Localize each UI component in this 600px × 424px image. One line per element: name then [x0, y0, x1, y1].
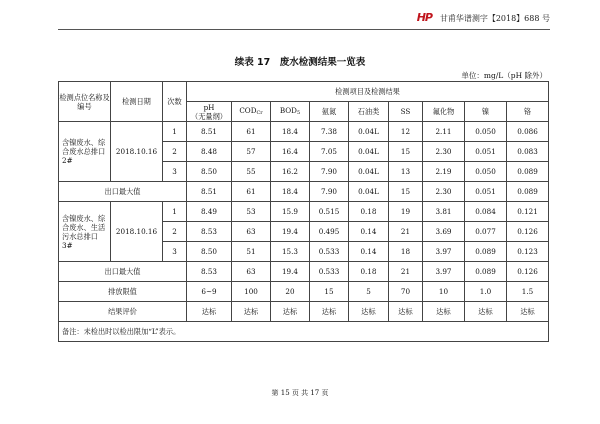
times-cell: 2 [163, 142, 187, 162]
value-cell: 0.089 [507, 162, 549, 182]
value-cell: 19 [389, 202, 423, 222]
value-cell: 0.089 [465, 242, 507, 262]
value-cell: 8.50 [187, 242, 232, 262]
value-cell: 0.086 [507, 122, 549, 142]
eval-row-value: 达标 [465, 302, 507, 322]
value-cell: 0.084 [465, 202, 507, 222]
limit-row-value: 15 [310, 282, 349, 302]
max-value-cell: 61 [232, 182, 271, 202]
value-cell: 2.30 [423, 142, 465, 162]
header-cod: $COD_{Cr}$ [232, 102, 271, 122]
value-cell: 21 [389, 222, 423, 242]
value-cell: 0.515 [310, 202, 349, 222]
wastewater-results-table [58, 81, 549, 342]
max-value-cell: 3.97 [423, 262, 465, 282]
table-row [59, 122, 549, 142]
eval-row-value: 达标 [507, 302, 549, 322]
max-value-cell: 21 [389, 262, 423, 282]
max-value-cell: 18.4 [271, 182, 310, 202]
header-oil: 石油类 [349, 102, 389, 122]
max-row [59, 262, 549, 282]
value-cell: 0.123 [507, 242, 549, 262]
limit-row-value: 70 [389, 282, 423, 302]
value-cell: 3.69 [423, 222, 465, 242]
header-ph: pH （无量纲） [187, 102, 232, 122]
eval-row [59, 302, 549, 322]
eval-row-value: 达标 [271, 302, 310, 322]
value-cell: 0.04L [349, 142, 389, 162]
max-value-cell: 0.089 [507, 182, 549, 202]
value-cell: 0.126 [507, 222, 549, 242]
value-cell: 0.050 [465, 162, 507, 182]
max-value-cell: 7.90 [310, 182, 349, 202]
header-site: 检测点位名称及编号 [59, 82, 111, 122]
value-cell: 15 [389, 142, 423, 162]
max-value-cell: 0.126 [507, 262, 549, 282]
value-cell: 8.48 [187, 142, 232, 162]
header-group: 检测项目及检测结果 [187, 82, 549, 102]
unit-note: 单位：mg/L（pH 除外） [461, 71, 547, 80]
max-value-cell: 8.53 [187, 262, 232, 282]
value-cell: 0.14 [349, 222, 389, 242]
value-cell: 15.9 [271, 202, 310, 222]
limit-row-value: 1.5 [507, 282, 549, 302]
value-cell: 16.2 [271, 162, 310, 182]
max-value-cell: 0.089 [465, 262, 507, 282]
value-cell: 3.97 [423, 242, 465, 262]
value-cell: 0.14 [349, 242, 389, 262]
note-cell: 备注：未检出时以检出限加“L”表示。 [59, 322, 549, 342]
header-nh3: 氨氮 [310, 102, 349, 122]
times-cell: 2 [163, 222, 187, 242]
header-ni: 镍 [465, 102, 507, 122]
value-cell: 8.49 [187, 202, 232, 222]
max-value-cell: 0.051 [465, 182, 507, 202]
value-cell: 0.121 [507, 202, 549, 222]
limit-row-value: 20 [271, 282, 310, 302]
value-cell: 19.4 [271, 222, 310, 242]
times-cell: 3 [163, 242, 187, 262]
report-number: 甘甫华谱测字【2018】688 号 [439, 14, 550, 23]
times-cell: 1 [163, 202, 187, 222]
value-cell: 15.3 [271, 242, 310, 262]
max-value-cell: 63 [232, 262, 271, 282]
value-cell: 8.50 [187, 162, 232, 182]
table-row [59, 202, 549, 222]
value-cell: 0.04L [349, 162, 389, 182]
value-cell: 2.19 [423, 162, 465, 182]
value-cell: 57 [232, 142, 271, 162]
value-cell: 8.53 [187, 222, 232, 242]
value-cell: 7.38 [310, 122, 349, 142]
header-date: 检测日期 [111, 82, 163, 122]
value-cell: 2.11 [423, 122, 465, 142]
header-ss: SS [389, 102, 423, 122]
value-cell: 53 [232, 202, 271, 222]
header-cr: 铬 [507, 102, 549, 122]
page-footer: 第 15 页 共 17 页 [271, 389, 329, 397]
value-cell: 0.18 [349, 202, 389, 222]
value-cell: 7.90 [310, 162, 349, 182]
value-cell: 3.81 [423, 202, 465, 222]
limit-row-label: 排放限值 [59, 282, 187, 302]
header-times: 次数 [163, 82, 187, 122]
table-title: 续表 17 废水检测结果一览表 [234, 57, 366, 68]
value-cell: 18 [389, 242, 423, 262]
max-row [59, 182, 549, 202]
limit-row-value: 1.0 [465, 282, 507, 302]
value-cell: 0.495 [310, 222, 349, 242]
header-fluoride: 氟化物 [423, 102, 465, 122]
max-value-cell: 0.533 [310, 262, 349, 282]
limit-row [59, 282, 549, 302]
page-header [58, 11, 550, 27]
value-cell: 18.4 [271, 122, 310, 142]
max-value-cell: 0.18 [349, 262, 389, 282]
eval-row-value: 达标 [232, 302, 271, 322]
value-cell: 13 [389, 162, 423, 182]
note-row [59, 322, 549, 342]
value-cell: 12 [389, 122, 423, 142]
value-cell: 0.083 [507, 142, 549, 162]
limit-row-value: 100 [232, 282, 271, 302]
site-cell: 含镍废水、综合废水总排口 2# [59, 122, 111, 182]
times-cell: 3 [163, 162, 187, 182]
limit-row-value: 6~9 [187, 282, 232, 302]
header-rule [58, 29, 550, 30]
max-value-cell: 19.4 [271, 262, 310, 282]
eval-row-value: 达标 [389, 302, 423, 322]
value-cell: 16.4 [271, 142, 310, 162]
eval-row-value: 达标 [310, 302, 349, 322]
date-cell: 2018.10.16 [111, 122, 163, 182]
max-value-cell: 8.51 [187, 182, 232, 202]
eval-row-label: 结果评价 [59, 302, 187, 322]
date-cell: 2018.10.16 [111, 202, 163, 262]
max-value-cell: 2.30 [423, 182, 465, 202]
eval-row-value: 达标 [187, 302, 232, 322]
value-cell: 0.04L [349, 122, 389, 142]
max-value-cell: 0.04L [349, 182, 389, 202]
max-value-cell: 15 [389, 182, 423, 202]
eval-row-value: 达标 [423, 302, 465, 322]
value-cell: 7.05 [310, 142, 349, 162]
limit-row-value: 5 [349, 282, 389, 302]
times-cell: 1 [163, 122, 187, 142]
value-cell: 55 [232, 162, 271, 182]
value-cell: 51 [232, 242, 271, 262]
value-cell: 8.51 [187, 122, 232, 142]
header-bod: $BOD_5$ [271, 102, 310, 122]
value-cell: 0.077 [465, 222, 507, 242]
company-logo: HP [416, 11, 432, 24]
site-cell: 含镍废水、综合废水、生活污水总排口 3# [59, 202, 111, 262]
max-label-cell: 出口最大值 [59, 262, 187, 282]
value-cell: 0.050 [465, 122, 507, 142]
eval-row-value: 达标 [349, 302, 389, 322]
max-label-cell: 出口最大值 [59, 182, 187, 202]
value-cell: 0.533 [310, 242, 349, 262]
limit-row-value: 10 [423, 282, 465, 302]
value-cell: 63 [232, 222, 271, 242]
value-cell: 0.051 [465, 142, 507, 162]
value-cell: 61 [232, 122, 271, 142]
